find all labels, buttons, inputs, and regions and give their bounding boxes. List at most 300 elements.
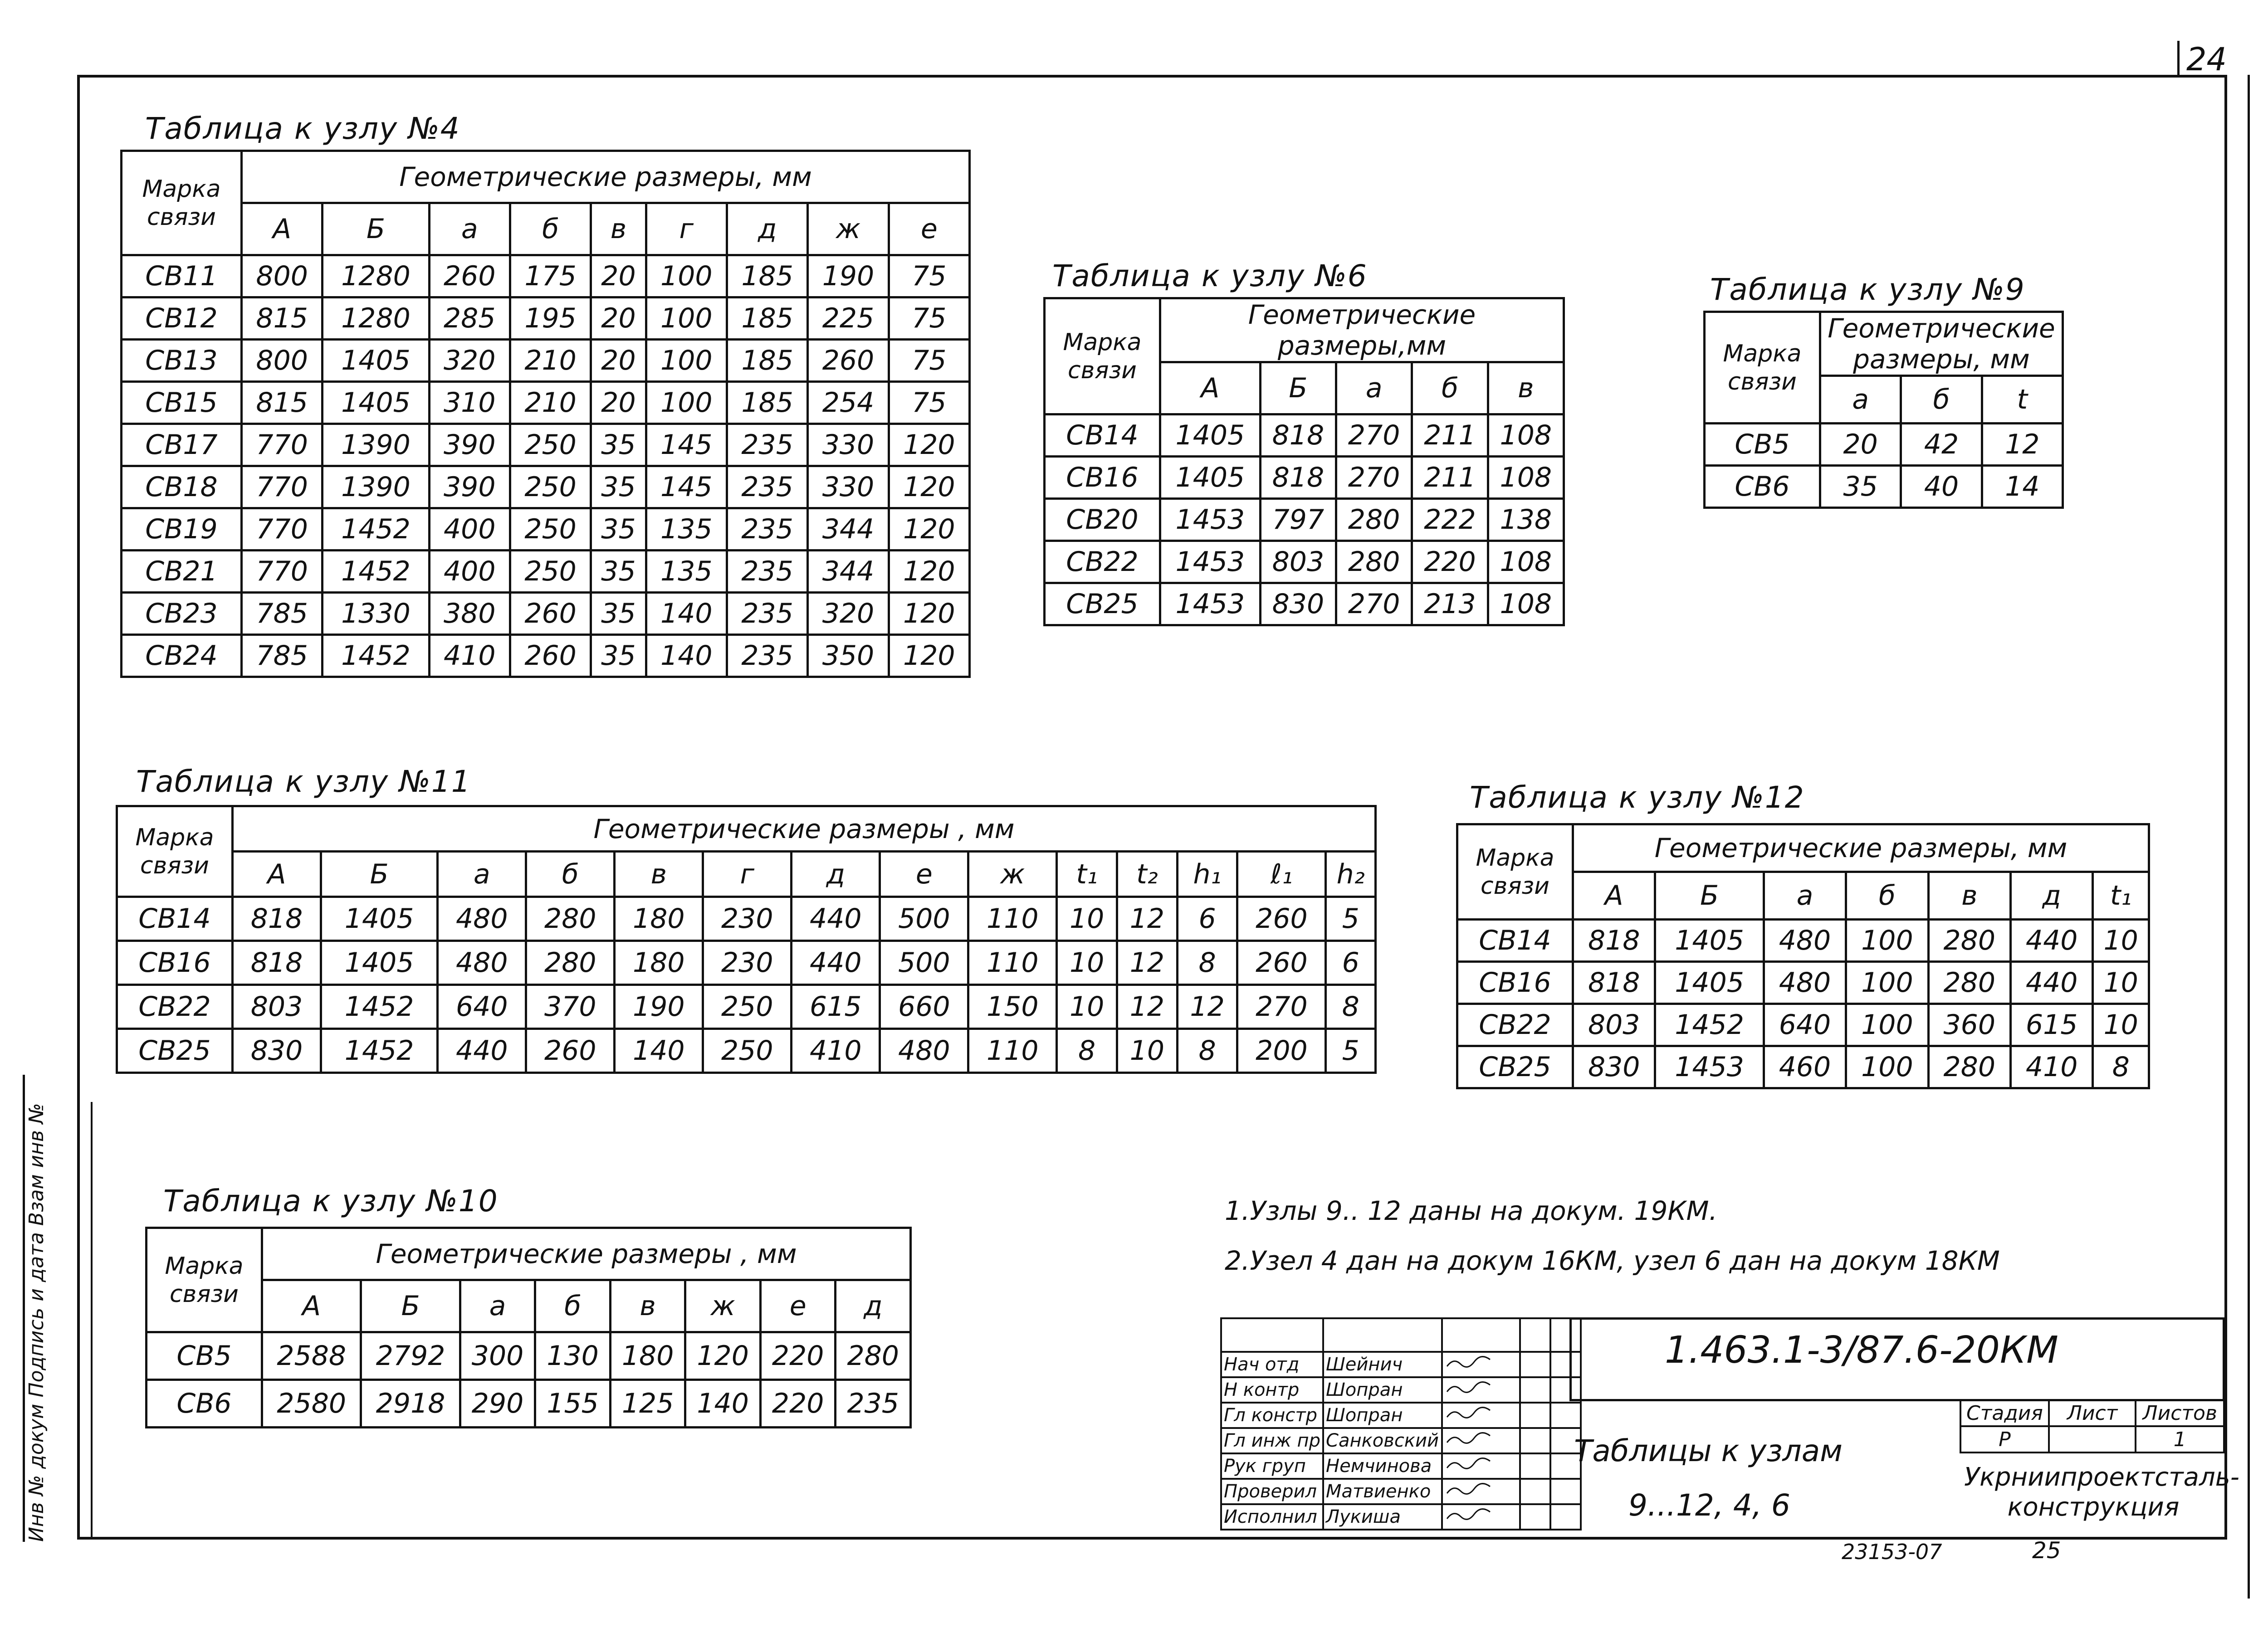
row-mark-cell: СВ21 bbox=[122, 551, 242, 593]
row-mark-cell: СВ22 bbox=[117, 985, 233, 1029]
table4-column-row bbox=[122, 203, 970, 255]
value-cell: 250 bbox=[510, 551, 591, 593]
value-cell: 35 bbox=[591, 593, 646, 635]
signature-role: Гл констр bbox=[1221, 1403, 1323, 1428]
value-cell: 8 bbox=[1057, 1029, 1117, 1073]
value-cell: 100 bbox=[1846, 920, 1928, 962]
value-cell: 615 bbox=[2010, 1004, 2092, 1046]
date-cell bbox=[1520, 1403, 1550, 1428]
table-row bbox=[117, 985, 1376, 1029]
signature-table bbox=[1220, 1317, 1582, 1531]
value-cell: 830 bbox=[233, 1029, 321, 1073]
value-cell: 135 bbox=[646, 508, 727, 551]
table4-column-header: д bbox=[727, 203, 807, 255]
table6-column-header: Б bbox=[1260, 362, 1336, 414]
side-stamp-label: Инв № докум Подпись и дата Взам инв № bbox=[25, 1103, 48, 1542]
table4-column-header: в bbox=[591, 203, 646, 255]
value-cell: 1453 bbox=[1160, 583, 1261, 625]
value-cell: 108 bbox=[1488, 457, 1564, 499]
organization-name: Укрниипроектсталь-конструкция bbox=[1964, 1462, 2239, 1522]
value-cell: 220 bbox=[1412, 541, 1488, 583]
table-row bbox=[117, 897, 1376, 941]
signature-role: Рук груп bbox=[1221, 1453, 1323, 1479]
value-cell: 330 bbox=[808, 466, 889, 508]
table11-column-header: а bbox=[438, 852, 526, 897]
row-mark-cell: СВ5 bbox=[1705, 424, 1820, 466]
value-cell: 815 bbox=[242, 297, 323, 340]
signature-row bbox=[1221, 1504, 1581, 1530]
signature-name: Немчинова bbox=[1323, 1453, 1442, 1479]
value-cell: 320 bbox=[429, 340, 510, 382]
sheet-title-line2: 9...12, 4, 6 bbox=[1628, 1488, 1790, 1523]
table11-column-header: h₂ bbox=[1326, 852, 1376, 897]
value-cell: 380 bbox=[429, 593, 510, 635]
value-cell: 8 bbox=[1326, 985, 1376, 1029]
value-cell: 230 bbox=[703, 941, 792, 985]
row-mark-cell: СВ17 bbox=[122, 424, 242, 466]
value-cell: 260 bbox=[510, 593, 591, 635]
value-cell: 120 bbox=[889, 424, 969, 466]
table10-mark-header: Марка связи bbox=[147, 1228, 262, 1332]
value-cell: 222 bbox=[1412, 499, 1488, 541]
value-cell: 210 bbox=[510, 340, 591, 382]
row-mark-cell: СВ16 bbox=[1457, 962, 1573, 1004]
value-cell: 410 bbox=[2010, 1046, 2092, 1088]
value-cell: 35 bbox=[591, 635, 646, 677]
table12-group-header: Геометрические размеры, мм bbox=[1573, 824, 2149, 872]
value-cell: 225 bbox=[808, 297, 889, 340]
signature-row bbox=[1221, 1479, 1581, 1504]
value-cell: 480 bbox=[1764, 920, 1846, 962]
value-cell: 270 bbox=[1336, 457, 1412, 499]
value-cell: 12 bbox=[1177, 985, 1237, 1029]
value-cell: 10 bbox=[2093, 962, 2149, 1004]
value-cell: 1452 bbox=[323, 508, 429, 551]
table9-column-header: б bbox=[1901, 376, 1982, 424]
row-mark-cell: СВ11 bbox=[122, 255, 242, 297]
footer-code: 23153-07 bbox=[1842, 1540, 1942, 1564]
date-cell bbox=[1520, 1377, 1550, 1403]
sheets-header: Листов bbox=[2136, 1400, 2224, 1426]
value-cell: 10 bbox=[2093, 920, 2149, 962]
row-mark-cell: СВ12 bbox=[122, 297, 242, 340]
page-number-divider bbox=[2177, 41, 2180, 77]
value-cell: 40 bbox=[1901, 466, 1982, 508]
value-cell: 125 bbox=[610, 1380, 685, 1428]
value-cell: 1405 bbox=[321, 897, 438, 941]
table12-column-header: д bbox=[2010, 872, 2092, 920]
row-mark-cell: СВ19 bbox=[122, 508, 242, 551]
value-cell: 138 bbox=[1488, 499, 1564, 541]
row-mark-cell: СВ20 bbox=[1045, 499, 1160, 541]
value-cell: 235 bbox=[836, 1380, 911, 1428]
notes-block bbox=[1225, 1186, 2000, 1286]
table11-column-header: А bbox=[233, 852, 321, 897]
table11-group-header: Геометрические размеры , мм bbox=[233, 806, 1376, 852]
table4-header-row bbox=[122, 151, 970, 203]
signature-name: Шопран bbox=[1323, 1377, 1442, 1403]
value-cell: 390 bbox=[429, 466, 510, 508]
value-cell: 410 bbox=[429, 635, 510, 677]
value-cell: 400 bbox=[429, 551, 510, 593]
value-cell: 440 bbox=[792, 941, 880, 985]
value-cell: 230 bbox=[703, 897, 792, 941]
value-cell: 360 bbox=[1928, 1004, 2010, 1046]
value-cell: 145 bbox=[646, 424, 727, 466]
signature-name: Шопран bbox=[1323, 1403, 1442, 1428]
signature-mark bbox=[1442, 1377, 1520, 1403]
table11-column-header: t₂ bbox=[1117, 852, 1178, 897]
table12 bbox=[1456, 823, 2150, 1089]
value-cell: 100 bbox=[646, 382, 727, 424]
value-cell: 120 bbox=[889, 551, 969, 593]
value-cell: 120 bbox=[889, 508, 969, 551]
value-cell: 280 bbox=[1928, 920, 2010, 962]
value-cell: 12 bbox=[1117, 941, 1178, 985]
value-cell: 1390 bbox=[323, 424, 429, 466]
signature-mark bbox=[1442, 1352, 1520, 1377]
value-cell: 770 bbox=[242, 508, 323, 551]
row-mark-cell: СВ25 bbox=[1457, 1046, 1573, 1088]
value-cell: 480 bbox=[880, 1029, 968, 1073]
table-row bbox=[1045, 457, 1564, 499]
value-cell: 330 bbox=[808, 424, 889, 466]
table11-column-header: ℓ₁ bbox=[1237, 852, 1326, 897]
value-cell: 235 bbox=[727, 508, 807, 551]
table-row bbox=[1045, 583, 1564, 625]
table6-column-header: в bbox=[1488, 362, 1564, 414]
value-cell: 120 bbox=[685, 1332, 761, 1380]
date-cell bbox=[1520, 1428, 1550, 1453]
value-cell: 310 bbox=[429, 382, 510, 424]
row-mark-cell: СВ16 bbox=[117, 941, 233, 985]
value-cell: 110 bbox=[968, 897, 1057, 941]
value-cell: 770 bbox=[242, 466, 323, 508]
value-cell: 797 bbox=[1260, 499, 1336, 541]
signature-blank-row bbox=[1221, 1318, 1581, 1352]
row-mark-cell: СВ13 bbox=[122, 340, 242, 382]
value-cell: 280 bbox=[526, 897, 615, 941]
table10-column-header: д bbox=[836, 1280, 911, 1332]
signature-row bbox=[1221, 1453, 1581, 1479]
table10 bbox=[145, 1227, 912, 1428]
value-cell: 1453 bbox=[1655, 1046, 1764, 1088]
value-cell: 1452 bbox=[321, 985, 438, 1029]
value-cell: 370 bbox=[526, 985, 615, 1029]
value-cell: 75 bbox=[889, 340, 969, 382]
row-mark-cell: СВ23 bbox=[122, 593, 242, 635]
table9 bbox=[1703, 311, 2064, 509]
value-cell: 500 bbox=[880, 897, 968, 941]
value-cell: 260 bbox=[808, 340, 889, 382]
value-cell: 410 bbox=[792, 1029, 880, 1073]
value-cell: 280 bbox=[836, 1332, 911, 1380]
value-cell: 213 bbox=[1412, 583, 1488, 625]
value-cell: 75 bbox=[889, 255, 969, 297]
value-cell: 2918 bbox=[361, 1380, 460, 1428]
table11-column-header: д bbox=[792, 852, 880, 897]
table-row bbox=[117, 1029, 1376, 1073]
value-cell: 480 bbox=[1764, 962, 1846, 1004]
table-row bbox=[1457, 1046, 2149, 1088]
date-cell bbox=[1520, 1352, 1550, 1377]
value-cell: 250 bbox=[510, 466, 591, 508]
value-cell: 1405 bbox=[323, 382, 429, 424]
table12-mark-header: Марка связи bbox=[1457, 824, 1573, 920]
table6-column-header: А bbox=[1160, 362, 1261, 414]
table-row bbox=[1457, 920, 2149, 962]
value-cell: 200 bbox=[1237, 1029, 1326, 1073]
value-cell: 120 bbox=[889, 635, 969, 677]
signature-row bbox=[1221, 1428, 1581, 1453]
date-cell bbox=[1520, 1504, 1550, 1530]
value-cell: 480 bbox=[438, 941, 526, 985]
value-cell: 145 bbox=[646, 466, 727, 508]
value-cell: 35 bbox=[591, 508, 646, 551]
date-cell bbox=[1520, 1479, 1550, 1504]
table11-column-header: в bbox=[615, 852, 703, 897]
table12-title: Таблица к узлу №12 bbox=[1470, 780, 1805, 815]
value-cell: 818 bbox=[1573, 920, 1655, 962]
row-mark-cell: СВ14 bbox=[1045, 414, 1160, 457]
value-cell: 830 bbox=[1573, 1046, 1655, 1088]
value-cell: 130 bbox=[535, 1332, 611, 1380]
value-cell: 210 bbox=[510, 382, 591, 424]
signature-mark bbox=[1442, 1479, 1520, 1504]
note-2: 2.Узел 4 дан на докум 16КМ, узел 6 дан на докум 18КМ bbox=[1225, 1245, 2000, 1276]
value-cell: 800 bbox=[242, 255, 323, 297]
value-cell: 8 bbox=[2093, 1046, 2149, 1088]
value-cell: 400 bbox=[429, 508, 510, 551]
value-cell: 260 bbox=[510, 635, 591, 677]
value-cell: 110 bbox=[968, 941, 1057, 985]
table11-column-header: Б bbox=[321, 852, 438, 897]
table-row bbox=[122, 551, 970, 593]
blank-cell bbox=[1520, 1318, 1550, 1352]
table12-column-header: а bbox=[1764, 872, 1846, 920]
value-cell: 195 bbox=[510, 297, 591, 340]
signature-name: Лукиша bbox=[1323, 1504, 1442, 1530]
value-cell: 150 bbox=[968, 985, 1057, 1029]
value-cell: 500 bbox=[880, 941, 968, 985]
value-cell: 180 bbox=[615, 897, 703, 941]
table4-column-header: А bbox=[242, 203, 323, 255]
value-cell: 1452 bbox=[321, 1029, 438, 1073]
value-cell: 1405 bbox=[1160, 414, 1261, 457]
value-cell: 120 bbox=[889, 593, 969, 635]
stage-header: Стадия bbox=[1960, 1400, 2049, 1426]
value-cell: 270 bbox=[1237, 985, 1326, 1029]
value-cell: 6 bbox=[1177, 897, 1237, 941]
value-cell: 440 bbox=[2010, 920, 2092, 962]
table-row bbox=[122, 635, 970, 677]
row-mark-cell: СВ14 bbox=[117, 897, 233, 941]
table6-column-header: б bbox=[1412, 362, 1488, 414]
table9-title: Таблица к узлу №9 bbox=[1710, 272, 2025, 307]
blank-cell bbox=[1442, 1318, 1520, 1352]
table6-header-row bbox=[1045, 298, 1564, 362]
table12-column-header: в bbox=[1928, 872, 2010, 920]
value-cell: 270 bbox=[1336, 414, 1412, 457]
table-row bbox=[1457, 962, 2149, 1004]
value-cell: 615 bbox=[792, 985, 880, 1029]
value-cell: 185 bbox=[727, 340, 807, 382]
value-cell: 100 bbox=[646, 340, 727, 382]
table-row bbox=[1045, 541, 1564, 583]
value-cell: 320 bbox=[808, 593, 889, 635]
signature-name: Санковский bbox=[1323, 1428, 1442, 1453]
table-row bbox=[122, 593, 970, 635]
title-block bbox=[1220, 1317, 2239, 1540]
value-cell: 108 bbox=[1488, 414, 1564, 457]
table4-group-header: Геометрические размеры, мм bbox=[242, 151, 970, 203]
value-cell: 100 bbox=[1846, 962, 1928, 1004]
sheet-value bbox=[2049, 1426, 2136, 1453]
value-cell: 8 bbox=[1177, 1029, 1237, 1073]
value-cell: 1405 bbox=[323, 340, 429, 382]
value-cell: 108 bbox=[1488, 583, 1564, 625]
value-cell: 1330 bbox=[323, 593, 429, 635]
value-cell: 300 bbox=[460, 1332, 535, 1380]
table-row bbox=[1457, 1004, 2149, 1046]
value-cell: 140 bbox=[685, 1380, 761, 1428]
row-mark-cell: СВ24 bbox=[122, 635, 242, 677]
table10-header-row bbox=[147, 1228, 911, 1280]
table11-header-row bbox=[117, 806, 1376, 852]
table12-column-header: Б bbox=[1655, 872, 1764, 920]
table10-group-header: Геометрические размеры , мм bbox=[262, 1228, 911, 1280]
value-cell: 770 bbox=[242, 551, 323, 593]
value-cell: 135 bbox=[646, 551, 727, 593]
table4-column-header: е bbox=[889, 203, 969, 255]
value-cell: 1405 bbox=[321, 941, 438, 985]
value-cell: 185 bbox=[727, 255, 807, 297]
value-cell: 220 bbox=[760, 1380, 836, 1428]
value-cell: 803 bbox=[233, 985, 321, 1029]
value-cell: 185 bbox=[727, 297, 807, 340]
value-cell: 250 bbox=[703, 985, 792, 1029]
signature-mark bbox=[1442, 1504, 1520, 1530]
value-cell: 818 bbox=[1573, 962, 1655, 1004]
signature-role: Исполнил bbox=[1221, 1504, 1323, 1530]
value-cell: 800 bbox=[242, 340, 323, 382]
stage-table bbox=[1960, 1399, 2225, 1453]
value-cell: 818 bbox=[1260, 457, 1336, 499]
row-mark-cell: СВ6 bbox=[147, 1380, 262, 1428]
table4 bbox=[120, 150, 971, 678]
value-cell: 235 bbox=[727, 466, 807, 508]
value-cell: 254 bbox=[808, 382, 889, 424]
value-cell: 640 bbox=[438, 985, 526, 1029]
value-cell: 460 bbox=[1764, 1046, 1846, 1088]
value-cell: 1405 bbox=[1655, 920, 1764, 962]
signature-name: Матвиенко bbox=[1323, 1479, 1442, 1504]
row-mark-cell: СВ16 bbox=[1045, 457, 1160, 499]
value-cell: 290 bbox=[460, 1380, 535, 1428]
value-cell: 12 bbox=[1117, 985, 1178, 1029]
blank-cell bbox=[1323, 1318, 1442, 1352]
note-1: 1.Узлы 9.. 12 даны на докум. 19КМ. bbox=[1225, 1195, 1717, 1226]
table11-column-header: г bbox=[703, 852, 792, 897]
value-cell: 250 bbox=[510, 508, 591, 551]
value-cell: 660 bbox=[880, 985, 968, 1029]
table10-column-header: в bbox=[610, 1280, 685, 1332]
value-cell: 8 bbox=[1177, 941, 1237, 985]
value-cell: 140 bbox=[646, 635, 727, 677]
value-cell: 250 bbox=[703, 1029, 792, 1073]
value-cell: 803 bbox=[1260, 541, 1336, 583]
row-mark-cell: СВ22 bbox=[1457, 1004, 1573, 1046]
table4-column-header: б bbox=[510, 203, 591, 255]
value-cell: 480 bbox=[438, 897, 526, 941]
table9-header-row bbox=[1705, 312, 2063, 376]
value-cell: 440 bbox=[792, 897, 880, 941]
value-cell: 260 bbox=[1237, 941, 1326, 985]
value-cell: 14 bbox=[1982, 466, 2063, 508]
date-cell bbox=[1520, 1453, 1550, 1479]
value-cell: 5 bbox=[1326, 897, 1376, 941]
table-row bbox=[122, 255, 970, 297]
value-cell: 1280 bbox=[323, 255, 429, 297]
value-cell: 35 bbox=[1820, 466, 1901, 508]
signature-mark bbox=[1442, 1403, 1520, 1428]
value-cell: 5 bbox=[1326, 1029, 1376, 1073]
sheet-title-line1: Таблицы к узлам bbox=[1574, 1433, 1843, 1468]
signature-row bbox=[1221, 1377, 1581, 1403]
value-cell: 344 bbox=[808, 551, 889, 593]
table9-column-header: а bbox=[1820, 376, 1901, 424]
value-cell: 803 bbox=[1573, 1004, 1655, 1046]
table12-column-header: А bbox=[1573, 872, 1655, 920]
value-cell: 235 bbox=[727, 635, 807, 677]
table-row bbox=[122, 424, 970, 466]
value-cell: 1452 bbox=[323, 635, 429, 677]
value-cell: 1452 bbox=[1655, 1004, 1764, 1046]
value-cell: 180 bbox=[610, 1332, 685, 1380]
value-cell: 1453 bbox=[1160, 541, 1261, 583]
frame-margin-line bbox=[91, 1102, 93, 1540]
value-cell: 390 bbox=[429, 424, 510, 466]
value-cell: 6 bbox=[1326, 941, 1376, 985]
signature-role: Проверил bbox=[1221, 1479, 1323, 1504]
value-cell: 280 bbox=[526, 941, 615, 985]
page-number: 24 bbox=[2186, 41, 2227, 78]
value-cell: 235 bbox=[727, 551, 807, 593]
signature-mark bbox=[1442, 1453, 1520, 1479]
table-row bbox=[122, 466, 970, 508]
value-cell: 211 bbox=[1412, 414, 1488, 457]
value-cell: 35 bbox=[591, 466, 646, 508]
value-cell: 2792 bbox=[361, 1332, 460, 1380]
value-cell: 1390 bbox=[323, 466, 429, 508]
value-cell: 100 bbox=[646, 297, 727, 340]
value-cell: 440 bbox=[438, 1029, 526, 1073]
sheet-title bbox=[1574, 1424, 1843, 1533]
right-edge-line bbox=[2248, 75, 2250, 1599]
value-cell: 285 bbox=[429, 297, 510, 340]
value-cell: 20 bbox=[1820, 424, 1901, 466]
value-cell: 10 bbox=[1117, 1029, 1178, 1073]
value-cell: 42 bbox=[1901, 424, 1982, 466]
table-row bbox=[122, 297, 970, 340]
row-mark-cell: СВ18 bbox=[122, 466, 242, 508]
table-row bbox=[122, 508, 970, 551]
value-cell: 280 bbox=[1928, 1046, 2010, 1088]
value-cell: 280 bbox=[1928, 962, 2010, 1004]
sheet-header: Лист bbox=[2049, 1400, 2136, 1426]
table6-mark-header: Марка связи bbox=[1045, 298, 1160, 414]
table-row bbox=[147, 1332, 911, 1380]
